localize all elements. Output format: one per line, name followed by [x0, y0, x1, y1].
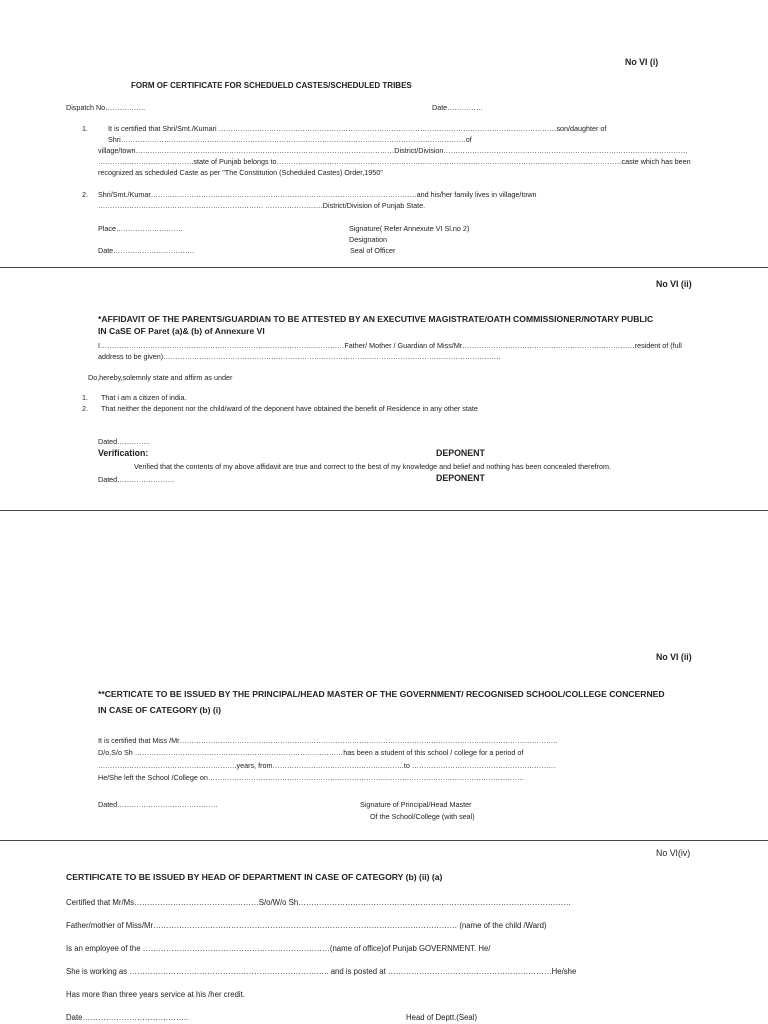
affirm-text: Do,hereby,solemnly state and affirm as under: [88, 373, 233, 382]
designation-label: Designation: [349, 235, 387, 244]
affidavit-title: *AFFIDAVIT OF THE PARENTS/GUARDIAN TO BE ATTESTED BY AN EXECUTIVE MAGISTRATE/OATH COMMISSIONER/NOTARY PUBLIC: [98, 314, 654, 324]
certificate-line: recognized as scheduled Caste as per "The Constitution (Scheduled Castes) Order,1950": [98, 168, 383, 177]
certificate-line: Shri………………………………………………………………………………………………………………………………of: [108, 135, 472, 144]
certificate-title: IN CASE OF CATEGORY (b) (i): [98, 705, 222, 715]
form-number: No VI (ii): [656, 279, 692, 289]
section-divider: [0, 267, 768, 268]
section-divider: [0, 510, 768, 511]
certificate-line: D/o,S/o Sh ……………………………………………………………………………has been a student of this school / college for a period of: [98, 748, 524, 757]
dispatch-number: Dispatch No……………..: [66, 103, 146, 112]
affidavit-item: That i am a citizen of india.: [101, 393, 187, 402]
dated-field: Dated…………..: [98, 437, 150, 446]
item-number: 1.: [82, 393, 88, 402]
certificate-line: ………………………………….state of Punjab belongs to………………………………………………………………………………………………………………………………caste which has been: [98, 157, 691, 166]
item-number: 2.: [82, 190, 88, 199]
principal-signature: Signature of Principal/Head Master: [360, 800, 472, 809]
verification-text: Verified that the contents of my above affidavit are true and correct to the best of my knowledge and belief and nothing has been concealed therefrom.: [134, 462, 611, 471]
form-number: No VI(iv): [656, 848, 691, 858]
form-number: No VI (i): [625, 57, 659, 67]
certificate-line: …………………………………………………………… ……………………District/Division of Punjab State.: [98, 201, 426, 210]
affidavit-line: address to be given)……………………………………………………………………………………………………………………………: [98, 352, 501, 361]
item-number: 1.: [82, 124, 88, 133]
signature-label: Signature( Refer Annexute VI Sl.no 2): [349, 224, 470, 233]
affidavit-item: That neither the deponent nor the child/ward of the deponent have obtained the benefit of Residence in any other state: [101, 404, 478, 413]
item-number: 2.: [82, 404, 88, 413]
date-field: Date…………………………….: [98, 246, 195, 255]
section-divider: [0, 840, 768, 841]
certificate-line: Has more than three years service at his /her credit.: [66, 990, 245, 999]
date-field: Date…………………………………..: [66, 1013, 189, 1022]
seal-label: Seal of Officer: [350, 246, 396, 255]
verification-label: Verification:: [98, 448, 149, 458]
certificate-line: Is an employee of the ………………………………………………………………(name of office)of Punjab GOVERNMENT. He/: [66, 944, 491, 953]
certificate-line: He/She left the School /College on……………………………………………………………………………………………………………………: [98, 773, 525, 782]
dated-field: Dated……………………………………: [98, 800, 218, 809]
school-seal: Of the School/College (with seal): [370, 812, 475, 821]
certificate-line: Father/mother of Miss/Mr……………………………………………………………………………………………………… (name of the child /Ward): [66, 921, 547, 930]
certificate-line: Certified that Mr/Ms…………………………………………S/o/W/o Sh……………………………………………………………………………………………: [66, 898, 572, 907]
form-number: No VI (ii): [656, 652, 692, 662]
hod-certificate-title: CERTIFICATE TO BE ISSUED BY HEAD OF DEPARTMENT IN CASE OF CATEGORY (b) (ii) (a): [66, 872, 443, 882]
place-field: Place……………………….: [98, 224, 183, 233]
certificate-line: It is certified that Miss /Mr…………………………………………………………………………………………………………………………………………..: [98, 736, 558, 745]
date-field: Date……………: [432, 103, 484, 112]
affidavit-line: I…………………………………………………………………………………………Father/ Mother / Guardian of Miss/Mr………………………………………………………………resident of (full: [98, 341, 682, 350]
certificate-line: She is working as ………………………………………………………………….. and is posted at ………………………………………………………He/she: [66, 967, 577, 976]
certificate-line: village/town………………………………………………………………………………………………District/Division…………………………………………………………………………………………: [98, 146, 688, 155]
deponent-label: DEPONENT: [436, 473, 485, 483]
deponent-label: DEPONENT: [436, 448, 485, 458]
head-of-department-seal: Head of Deptt.(Seal): [406, 1013, 478, 1022]
form-title: FORM OF CERTIFICATE FOR SCHEDUELD CASTES/SCHEDULED TRIBES: [131, 81, 412, 90]
certificate-line: It is certified that Shri/Smt./Kumari ……………………………………………………………………………………………………………………………son/daughter of: [108, 124, 607, 133]
dated-field: Dated……………………: [98, 475, 175, 484]
affidavit-title: IN CaSE OF Paret (a)& (b) of Annexure VI: [98, 326, 265, 336]
certificate-title: **CERTICATE TO BE ISSUED BY THE PRINCIPAL/HEAD MASTER OF THE GOVERNMENT/ RECOGNISED SCHOOL/COLLEGE CONCERNED: [98, 689, 665, 699]
certificate-line: ………………………………………………….years, from……………………………………………….to ……………………………………………………: [98, 761, 556, 770]
certificate-line: Shri/Smt./Kumar…………………………………………………………………………………………………and his/her family lives in village/town: [98, 190, 537, 199]
